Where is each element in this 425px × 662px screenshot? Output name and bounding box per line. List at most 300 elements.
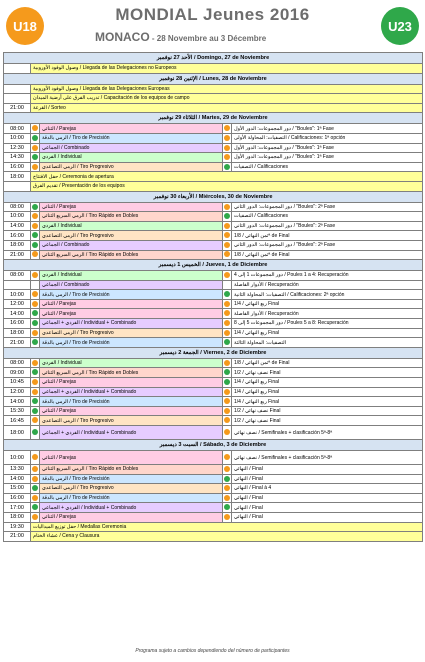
phase-cell: التصفيات / Calificaciones bbox=[232, 212, 423, 222]
time-cell: 15:30 bbox=[4, 406, 31, 416]
activity-cell: الفردي + الجماعي / Individual + Combinado bbox=[40, 426, 223, 440]
time-cell: 18:00 bbox=[4, 328, 31, 338]
schedule-row bbox=[4, 451, 423, 465]
time-cell: 18:00 bbox=[4, 512, 31, 522]
phase-cell: دور المجموعات: الدور الثاني / "Boules": 2ª Fase bbox=[232, 221, 423, 231]
right-category-cell bbox=[223, 426, 232, 440]
time-cell: 08:00 bbox=[4, 202, 31, 212]
time-cell: 12:30 bbox=[4, 143, 31, 153]
u23-dot-icon bbox=[224, 164, 230, 170]
right-category-cell bbox=[223, 378, 232, 388]
left-category-cell bbox=[31, 426, 40, 440]
city: MONACO bbox=[95, 30, 150, 44]
time-cell bbox=[4, 280, 31, 290]
time-cell: 21:00 bbox=[4, 532, 31, 542]
phase-cell: النهائي / Final à 4 bbox=[232, 484, 423, 494]
u18-dot-icon bbox=[224, 360, 230, 366]
u23-dot-icon bbox=[32, 320, 38, 326]
u18-dot-icon bbox=[32, 417, 38, 423]
schedule-row bbox=[4, 426, 423, 440]
u18-dot-icon bbox=[224, 135, 230, 141]
phase-cell: النهائي / Final bbox=[232, 503, 423, 513]
u23-dot-icon bbox=[32, 339, 38, 345]
right-category-cell bbox=[223, 143, 232, 153]
footer-note: Programa sujeto a cambios dependiendo del número de participantes bbox=[135, 648, 290, 654]
phase-cell: التصفيات: المحاولة الثانية / Calificaciones: 2ª opción bbox=[232, 290, 423, 300]
time-cell: 14:00 bbox=[4, 221, 31, 231]
phase-cell: نصف نهائي / 1/2 Final bbox=[232, 368, 423, 378]
phase-cell: نصف نهائي / Semifinales + clasificación 5ª-8ª bbox=[232, 451, 423, 465]
u18-dot-icon bbox=[32, 330, 38, 336]
u23-dot-icon bbox=[32, 204, 38, 210]
schedule-table bbox=[3, 52, 423, 542]
activity-cell: الفردي / Individual bbox=[40, 153, 223, 163]
left-category-cell bbox=[31, 474, 40, 484]
time-cell bbox=[4, 181, 31, 191]
right-category-cell bbox=[223, 280, 232, 290]
right-category-cell bbox=[223, 387, 232, 397]
u18-dot-icon bbox=[32, 272, 38, 278]
time-cell: 16:45 bbox=[4, 416, 31, 426]
phase-cell: دور المجموعات: الدور الأول / "Boules": 1ª Fase bbox=[232, 124, 423, 134]
left-category-cell bbox=[31, 124, 40, 134]
left-category-cell bbox=[31, 162, 40, 172]
left-category-cell bbox=[31, 319, 40, 329]
time-cell: 10:00 bbox=[4, 451, 31, 465]
time-cell: 12:00 bbox=[4, 387, 31, 397]
phase-cell: ثمن النهائي / 1/8ª de Final bbox=[232, 250, 423, 260]
u18-dot-icon bbox=[32, 213, 38, 219]
u18-dot-icon bbox=[224, 310, 230, 316]
page-title: MONDIAL Jeunes 2016 bbox=[115, 5, 310, 24]
phase-cell: النهائي / Final bbox=[232, 512, 423, 522]
right-category-cell bbox=[223, 250, 232, 260]
phase-cell: دور المجموعات: الدور الأول / "Boules": 1ª Fase bbox=[232, 143, 423, 153]
right-category-cell bbox=[223, 319, 232, 329]
day-header-row bbox=[4, 53, 423, 64]
schedule-row bbox=[4, 378, 423, 388]
u18-dot-icon bbox=[32, 495, 38, 501]
schedule-row bbox=[4, 231, 423, 241]
activity-cell: الرمي السريع الثنائي / Tiro Rápido en Dobles bbox=[40, 250, 223, 260]
left-category-cell bbox=[31, 512, 40, 522]
phase-cell: نصف نهائي / 1/2 Final bbox=[232, 416, 423, 426]
activity-cell: الرمي التصاعدي / Tiro Progresivo bbox=[40, 162, 223, 172]
u18-dot-icon bbox=[224, 495, 230, 501]
time-cell: 08:00 bbox=[4, 271, 31, 281]
left-category-cell bbox=[31, 231, 40, 241]
phase-cell: دور المجموعات: الدور الثاني / "Boules": 2ª Fase bbox=[232, 240, 423, 250]
left-category-cell bbox=[31, 153, 40, 163]
schedule-row bbox=[4, 532, 423, 542]
phase-cell: دور المجموعات: الدور الثاني / "Boules": 2ª Fase bbox=[232, 202, 423, 212]
u23-badge: U23 bbox=[381, 7, 419, 45]
right-category-cell bbox=[223, 231, 232, 241]
activity-cell: الرمي بالدقة / Tiro de Precisión bbox=[40, 133, 223, 143]
left-category-cell bbox=[31, 290, 40, 300]
u23-dot-icon bbox=[32, 398, 38, 404]
u23-dot-icon bbox=[224, 476, 230, 482]
phase-cell: دور المجموعات 1 إلى 4 / Poules 1 a 4: Recuperación bbox=[232, 271, 423, 281]
u18-dot-icon bbox=[224, 242, 230, 248]
time-cell: 17:00 bbox=[4, 503, 31, 513]
left-category-cell bbox=[31, 299, 40, 309]
u18-dot-icon bbox=[224, 204, 230, 210]
right-category-cell bbox=[223, 299, 232, 309]
activity-cell: الرمي التصاعدي / Tiro Progresivo bbox=[40, 231, 223, 241]
activity-cell: الثنائي / Parejas bbox=[40, 299, 223, 309]
schedule-row bbox=[4, 124, 423, 134]
right-category-cell bbox=[223, 271, 232, 281]
right-category-cell bbox=[223, 221, 232, 231]
schedule-row bbox=[4, 290, 423, 300]
left-category-cell bbox=[31, 406, 40, 416]
u18-dot-icon bbox=[224, 398, 230, 404]
right-category-cell bbox=[223, 493, 232, 503]
u23-dot-icon bbox=[32, 429, 38, 435]
event-cell: تدريب الفرق على أرضية الميدان / Capacitación de los equipos de campo bbox=[31, 94, 423, 104]
u23-dot-icon bbox=[32, 408, 38, 414]
right-category-cell bbox=[223, 328, 232, 338]
activity-cell: الثنائي / Parejas bbox=[40, 512, 223, 522]
u18-dot-icon bbox=[224, 429, 230, 435]
schedule-row bbox=[4, 493, 423, 503]
left-category-cell bbox=[31, 484, 40, 494]
u18-dot-icon bbox=[32, 145, 38, 151]
time-cell: 08:00 bbox=[4, 124, 31, 134]
time-cell: 10:45 bbox=[4, 378, 31, 388]
phase-cell: نصف نهائي / 1/2 Final bbox=[232, 406, 423, 416]
u23-dot-icon bbox=[224, 369, 230, 375]
phase-cell: التصفيات: المحاولة الأولى / Calificaciones: 1ª opción bbox=[232, 133, 423, 143]
activity-cell: الرمي بالدقة / Tiro de Precisión bbox=[40, 493, 223, 503]
schedule-row bbox=[4, 319, 423, 329]
left-category-cell bbox=[31, 387, 40, 397]
activity-cell: الجماعي / Combinado bbox=[40, 143, 223, 153]
u23-dot-icon bbox=[32, 504, 38, 510]
phase-cell: دور المجموعات: الدور الأول / "Boules": 1ª Fase bbox=[232, 153, 423, 163]
time-cell: 13:30 bbox=[4, 465, 31, 475]
left-category-cell bbox=[31, 416, 40, 426]
time-cell: 14:00 bbox=[4, 397, 31, 407]
right-category-cell bbox=[223, 240, 232, 250]
left-category-cell bbox=[31, 328, 40, 338]
activity-cell: الثنائي / Parejas bbox=[40, 451, 223, 465]
activity-cell: الرمي السريع الثنائي / Tiro Rápido en Dobles bbox=[40, 368, 223, 378]
right-category-cell bbox=[223, 474, 232, 484]
left-category-cell bbox=[31, 280, 40, 290]
activity-cell: الرمي التصاعدي / Tiro Progresivo bbox=[40, 328, 223, 338]
right-category-cell bbox=[223, 202, 232, 212]
u18-dot-icon bbox=[224, 408, 230, 414]
u18-dot-icon bbox=[32, 379, 38, 385]
u23-dot-icon bbox=[32, 369, 38, 375]
activity-cell: الفردي / Individual bbox=[40, 221, 223, 231]
time-cell: 08:00 bbox=[4, 358, 31, 368]
time-cell: 19:30 bbox=[4, 522, 31, 532]
day-title: الثلاثاء 29 نوفمبر / Martes, 29 de Noviembre bbox=[4, 113, 423, 124]
time-cell: 18:00 bbox=[4, 240, 31, 250]
schedule-row bbox=[4, 133, 423, 143]
activity-cell: الرمي التصاعدي / Tiro Progresivo bbox=[40, 484, 223, 494]
activity-cell: الثنائي / Parejas bbox=[40, 309, 223, 319]
right-category-cell bbox=[223, 124, 232, 134]
u23-dot-icon bbox=[32, 485, 38, 491]
activity-cell: الثنائي / Parejas bbox=[40, 202, 223, 212]
phase-cell: ثمن النهائي / 1/8ª de Final bbox=[232, 231, 423, 241]
u18-dot-icon bbox=[32, 301, 38, 307]
left-category-cell bbox=[31, 309, 40, 319]
right-category-cell bbox=[223, 212, 232, 222]
schedule-row bbox=[4, 522, 423, 532]
time-cell: 16:00 bbox=[4, 231, 31, 241]
left-category-cell bbox=[31, 221, 40, 231]
activity-cell: الجماعي / Combinado bbox=[40, 240, 223, 250]
time-cell bbox=[4, 84, 31, 94]
u18-dot-icon bbox=[32, 125, 38, 131]
schedule-row bbox=[4, 484, 423, 494]
time-cell bbox=[4, 94, 31, 104]
left-category-cell bbox=[31, 451, 40, 465]
right-category-cell bbox=[223, 503, 232, 513]
schedule-row bbox=[4, 416, 423, 426]
phase-cell: التصفيات: المحاولة الثالثة bbox=[232, 338, 423, 348]
right-category-cell bbox=[223, 484, 232, 494]
activity-cell: الرمي بالدقة / Tiro de Precisión bbox=[40, 290, 223, 300]
right-category-cell bbox=[223, 358, 232, 368]
u23-dot-icon bbox=[224, 339, 230, 345]
time-cell: 16:00 bbox=[4, 493, 31, 503]
schedule-row bbox=[4, 397, 423, 407]
schedule-row bbox=[4, 503, 423, 513]
day-header-row bbox=[4, 347, 423, 358]
day-title: الجمعة 2 ديسمبر / Viernes, 2 de Diciembre bbox=[4, 347, 423, 358]
u18-dot-icon bbox=[32, 389, 38, 395]
event-cell: وصول الوفود الأوروبية / Llegada de las Delegaciones no Europeos bbox=[31, 64, 423, 74]
event-cell: حفل توزيع الميداليات / Medallas Ceremonia bbox=[31, 522, 423, 532]
schedule-row bbox=[4, 299, 423, 309]
time-cell: 18:00 bbox=[4, 426, 31, 440]
activity-cell: الرمي بالدقة / Tiro de Precisión bbox=[40, 474, 223, 484]
phase-cell: ربع النهائي / 1/4 Final bbox=[232, 397, 423, 407]
event-cell: تقديم الفرق / Presentación de los equipos bbox=[31, 181, 423, 191]
left-category-cell bbox=[31, 465, 40, 475]
u18-dot-icon bbox=[224, 389, 230, 395]
schedule-row bbox=[4, 212, 423, 222]
left-category-cell bbox=[31, 240, 40, 250]
time-cell: 18:00 bbox=[4, 172, 31, 182]
time-cell: 14:00 bbox=[4, 309, 31, 319]
u18-dot-icon bbox=[32, 514, 38, 520]
u23-dot-icon bbox=[32, 232, 38, 238]
event-cell: وصول الوفود الأوروبية / Llegada de las Delegaciones Europeas bbox=[31, 84, 423, 94]
activity-cell: الفردي / Individual bbox=[40, 271, 223, 281]
header bbox=[0, 0, 425, 52]
phase-cell: ثمن النهائي / 1/8ª de Final bbox=[232, 358, 423, 368]
schedule-row bbox=[4, 309, 423, 319]
phase-cell: ربع النهائي / 1/4 Final bbox=[232, 328, 423, 338]
u18-dot-icon bbox=[224, 154, 230, 160]
right-category-cell bbox=[223, 162, 232, 172]
time-cell: 21:00 bbox=[4, 338, 31, 348]
schedule-row bbox=[4, 271, 423, 281]
left-category-cell bbox=[31, 250, 40, 260]
time-cell: 14:30 bbox=[4, 153, 31, 163]
phase-cell: النهائي / Final bbox=[232, 493, 423, 503]
right-category-cell bbox=[223, 133, 232, 143]
u18-dot-icon bbox=[32, 251, 38, 257]
time-cell: 10:00 bbox=[4, 133, 31, 143]
u18-dot-icon bbox=[32, 466, 38, 472]
time-cell bbox=[4, 64, 31, 74]
u18-dot-icon bbox=[32, 223, 38, 229]
u18-dot-icon bbox=[32, 360, 38, 366]
u18-dot-icon bbox=[224, 417, 230, 423]
day-title: السبت 3 ديسمبر / Sábado, 3 de Diciembre bbox=[4, 440, 423, 451]
right-category-cell bbox=[223, 338, 232, 348]
day-title: الخميس 1 ديسمبر / Jueves, 1 de Diciembre bbox=[4, 260, 423, 271]
right-category-cell bbox=[223, 512, 232, 522]
date-range: - 28 Novembre au 3 Décembre bbox=[149, 34, 267, 43]
activity-cell: الرمي التصاعدي / Tiro Progresivo bbox=[40, 416, 223, 426]
phase-cell: ربع النهائي / 1/4 Final bbox=[232, 299, 423, 309]
u18-dot-icon bbox=[224, 485, 230, 491]
schedule-row bbox=[4, 162, 423, 172]
right-category-cell bbox=[223, 368, 232, 378]
time-cell: 09:00 bbox=[4, 368, 31, 378]
time-cell: 16:00 bbox=[4, 319, 31, 329]
page-subtitle bbox=[95, 30, 345, 44]
left-category-cell bbox=[31, 368, 40, 378]
activity-cell: الرمي السريع الثنائي / Tiro Rápido en Dobles bbox=[40, 465, 223, 475]
u18-dot-icon bbox=[224, 145, 230, 151]
right-category-cell bbox=[223, 290, 232, 300]
phase-cell: ربع النهائي / 1/4 Final bbox=[232, 378, 423, 388]
right-category-cell bbox=[223, 465, 232, 475]
activity-cell: الفردي / Individual bbox=[40, 358, 223, 368]
left-category-cell bbox=[31, 212, 40, 222]
day-title: الأحد 27 نوفمبر / Domingo, 27 de Noviembre bbox=[4, 53, 423, 64]
right-category-cell bbox=[223, 309, 232, 319]
left-category-cell bbox=[31, 202, 40, 212]
right-category-cell bbox=[223, 416, 232, 426]
schedule-row bbox=[4, 474, 423, 484]
left-category-cell bbox=[31, 493, 40, 503]
left-category-cell bbox=[31, 358, 40, 368]
u23-dot-icon bbox=[224, 504, 230, 510]
time-cell: 12:00 bbox=[4, 299, 31, 309]
schedule-row bbox=[4, 512, 423, 522]
schedule-row bbox=[4, 221, 423, 231]
right-category-cell bbox=[223, 153, 232, 163]
phase-cell: النهائي / Final bbox=[232, 465, 423, 475]
left-category-cell bbox=[31, 133, 40, 143]
schedule-row bbox=[4, 250, 423, 260]
u18-dot-icon bbox=[224, 251, 230, 257]
left-category-cell bbox=[31, 271, 40, 281]
right-category-cell bbox=[223, 397, 232, 407]
event-cell: عشاء الختام / Cena y Clausura bbox=[31, 532, 423, 542]
u23-dot-icon bbox=[32, 135, 38, 141]
activity-cell: الفردي + الجماعي / Individual + Combinado bbox=[40, 503, 223, 513]
day-header-row bbox=[4, 440, 423, 451]
schedule-row bbox=[4, 280, 423, 290]
u18-dot-icon bbox=[224, 454, 230, 460]
activity-cell: الثنائي / Parejas bbox=[40, 124, 223, 134]
schedule-row bbox=[4, 358, 423, 368]
u18-dot-icon bbox=[224, 514, 230, 520]
phase-cell: الأدوار الفاصلة / Recuperación bbox=[232, 309, 423, 319]
u18-dot-icon bbox=[224, 301, 230, 307]
time-cell: 10:00 bbox=[4, 212, 31, 222]
activity-cell: الثنائي / Parejas bbox=[40, 406, 223, 416]
phase-cell: ربع النهائي / 1/4 Final bbox=[232, 387, 423, 397]
u23-dot-icon bbox=[32, 242, 38, 248]
activity-cell: الجماعي / Combinado bbox=[40, 280, 223, 290]
time-cell: 10:00 bbox=[4, 290, 31, 300]
u18-dot-icon bbox=[224, 272, 230, 278]
u18-dot-icon bbox=[224, 466, 230, 472]
event-cell: القرعة / Sorteo bbox=[31, 103, 423, 113]
schedule-row bbox=[4, 387, 423, 397]
event-cell: حفل الافتتاح / Ceremonia de apertura bbox=[31, 172, 423, 182]
u18-dot-icon bbox=[224, 330, 230, 336]
u18-dot-icon bbox=[32, 291, 38, 297]
u23-dot-icon bbox=[224, 291, 230, 297]
phase-cell: النهائي / Final bbox=[232, 474, 423, 484]
u23-dot-icon bbox=[224, 379, 230, 385]
schedule-row bbox=[4, 240, 423, 250]
u18-dot-icon bbox=[32, 476, 38, 482]
left-category-cell bbox=[31, 378, 40, 388]
u23-dot-icon bbox=[32, 154, 38, 160]
phase-cell: التصفيات / Calificaciones bbox=[232, 162, 423, 172]
day-title: الأربعاء 30 نوفمبر / Miércoles, 30 de Noviembre bbox=[4, 191, 423, 202]
schedule-row bbox=[4, 368, 423, 378]
time-cell: 15:00 bbox=[4, 484, 31, 494]
schedule-row bbox=[4, 465, 423, 475]
day-header-row bbox=[4, 191, 423, 202]
schedule-row bbox=[4, 338, 423, 348]
schedule-row bbox=[4, 406, 423, 416]
schedule-row bbox=[4, 328, 423, 338]
u18-badge: U18 bbox=[6, 7, 44, 45]
time-cell: 16:00 bbox=[4, 162, 31, 172]
day-title: الإثنين 28 نوفمبر / Lunes, 28 de Noviembre bbox=[4, 73, 423, 84]
schedule-row bbox=[4, 172, 423, 182]
phase-cell: نصف نهائي / Semifinales + clasificación 5ª-8ª bbox=[232, 426, 423, 440]
u18-dot-icon bbox=[224, 320, 230, 326]
u23-dot-icon bbox=[224, 213, 230, 219]
schedule-row bbox=[4, 153, 423, 163]
u23-dot-icon bbox=[32, 310, 38, 316]
activity-cell: الفردي + الجماعي / Individual + Combinado bbox=[40, 387, 223, 397]
schedule-row bbox=[4, 64, 423, 74]
u18-dot-icon bbox=[224, 232, 230, 238]
left-category-cell bbox=[31, 338, 40, 348]
right-category-cell bbox=[223, 451, 232, 465]
schedule-row bbox=[4, 202, 423, 212]
activity-cell: الرمي السريع الثنائي / Tiro Rápido en Dobles bbox=[40, 212, 223, 222]
u18-dot-icon bbox=[224, 223, 230, 229]
u18-dot-icon bbox=[32, 164, 38, 170]
left-category-cell bbox=[31, 143, 40, 153]
schedule-row bbox=[4, 84, 423, 94]
activity-cell: الفردي + الجماعي / Individual + Combinado bbox=[40, 319, 223, 329]
day-header-row bbox=[4, 113, 423, 124]
time-cell: 14:00 bbox=[4, 474, 31, 484]
schedule-row bbox=[4, 94, 423, 104]
